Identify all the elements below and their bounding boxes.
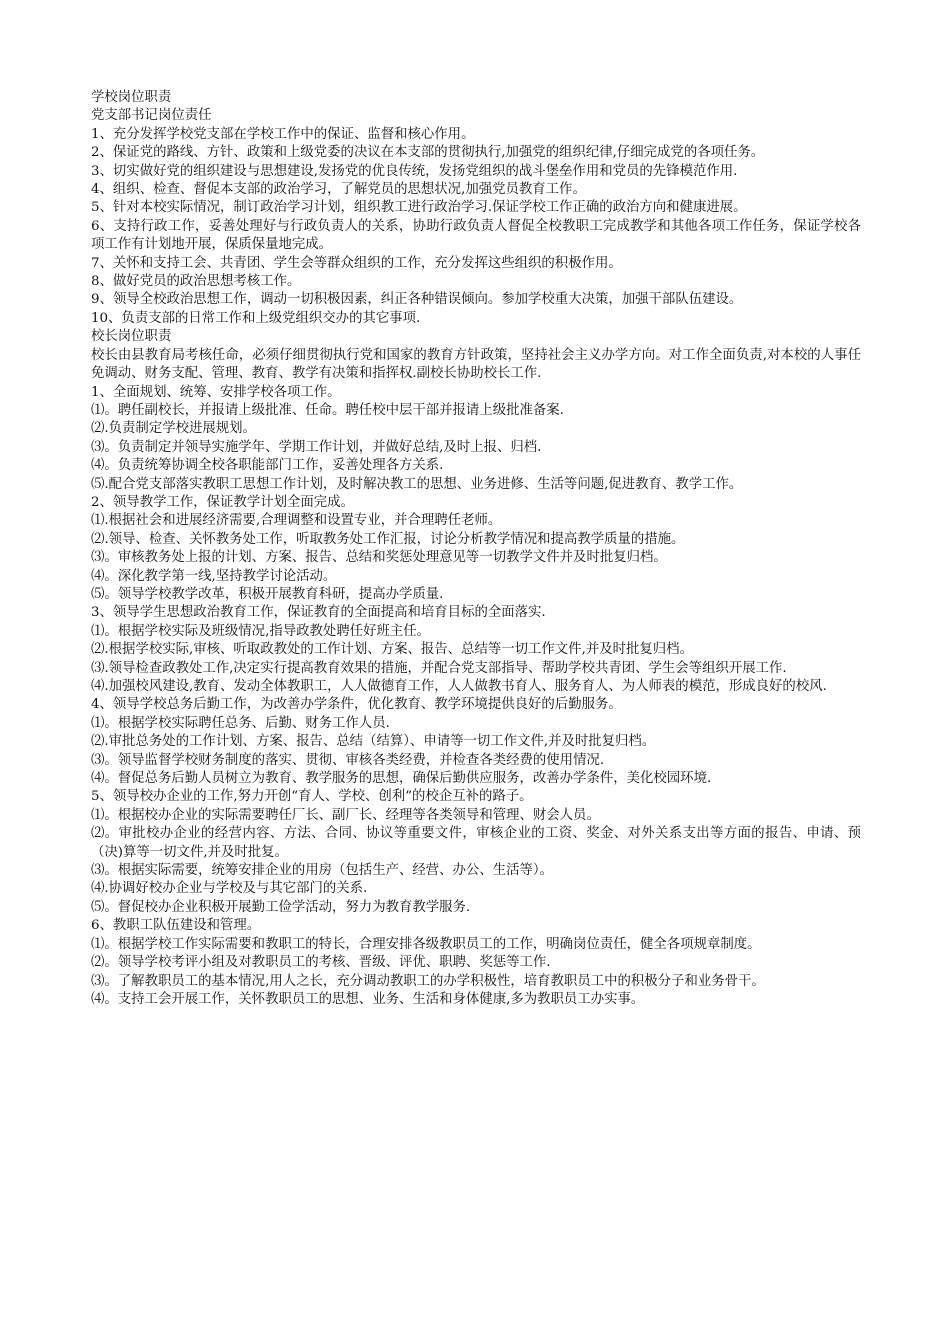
document-body [91, 107, 861, 1009]
document-paragraph: 3、领导学生思想政治教育工作，保证教育的全面提高和培育目标的全面落实. [91, 605, 546, 621]
document-paragraph: 3、切实做好党的组织建设与思想建设,发扬党的优良传统，发扬党组织的战斗堡垒作用和党员的先锋模范作用. [91, 163, 738, 179]
document-paragraph: ⑴。根据学校实际聘任总务、后勤、财务工作人员. [91, 715, 390, 731]
document-paragraph: ⑴.根据社会和进展经济需要,合理调整和设置专业，并合理聘任老师。 [91, 513, 502, 529]
document-paragraph: ⑴。根据学校工作实际需要和教职工的特长，合理安排各级教职员工的工作，明确岗位责任，健全各项规章制度。 [91, 936, 761, 952]
document-paragraph: 7、关怀和支持工会、共青团、学生会等群众组织的工作，充分发挥这些组织的积极作用。 [91, 255, 622, 271]
document-paragraph: 5、针对本校实际情况，制订政治学习计划，组织教工进行政治学习.保证学校工作正确的政治方向和健康进展。 [91, 200, 747, 216]
document-paragraph: ⑷。深化教学第一线,坚持教学讨论活动。 [91, 568, 337, 584]
document-page [91, 89, 861, 1009]
document-paragraph: ⑵。审批校办企业的经营内容、方法、合同、协议等重要文件，审核企业的工资、奖金、对外关系支出等方面的报告、申请、预（决)算等一切文件,并及时批复。 [91, 826, 861, 860]
document-paragraph: 校长由县教育局考核任命，必须仔细贯彻执行党和国家的教育方针政策，坚持社会主义办学方向。对工作全面负责,对本校的人事任免调动、财务支配、管理、教育、教学有决策和指挥权.副校长协助校长工作. [91, 347, 861, 382]
document-paragraph: ⑶。领导监督学校财务制度的落实、贯彻、审核各类经费，并检查各类经费的使用情况. [91, 752, 605, 768]
document-paragraph: 1、充分发挥学校党支部在学校工作中的保证、监督和核心作用。 [91, 126, 475, 142]
document-paragraph: 5、领导校办企业的工作,努力开创“育人、学校、创利”的校企互补的路子。 [91, 789, 533, 805]
document-paragraph: ⑶。根据实际需要，统筹安排企业的用房（包括生产、经营、办公、生活等）。 [91, 863, 553, 879]
document-paragraph: ⑸。督促校办企业积极开展勤工俭学活动，努力为教育教学服务. [91, 899, 471, 915]
document-paragraph: 6、支持行政工作，妥善处理好与行政负责人的关系，协助行政负责人督促全校教职工完成教学和其他各项工作任务，保证学校各项工作有计划地开展，保质保量地完成。 [91, 218, 861, 253]
document-paragraph: ⑷。督促总务后勤人员树立为教育、教学服务的思想，确保后勤供应服务，改善办学条件，美化校园环境. [91, 771, 712, 787]
document-paragraph: 10、负责支部的日常工作和上级党组织交办的其它事项. [91, 310, 421, 326]
document-paragraph: ⑵.领导、检查、关怀教务处工作，听取教务处工作汇报，讨论分析教学情况和提高教学质量的措施。 [91, 531, 685, 547]
document-paragraph: ⑸。领导学校教学改革，积极开展教育科研，提高办学质量. [91, 586, 444, 602]
document-paragraph: 6、教职工队伍建设和管理。 [91, 918, 261, 934]
document-paragraph: ⑵。领导学校考评小组及对教职员工的考核、晋级、评优、职聘、奖惩等工作. [91, 955, 551, 971]
document-paragraph: ⑶.领导检查政教处工作,决定实行提高教育效果的措施，并配合党支部指导、帮助学校共青团、学生会等组织开展工作. [91, 660, 787, 676]
document-paragraph: 4、组织、检查、督促本支部的政治学习，了解党员的思想状况,加强党员教育工作。 [91, 182, 586, 198]
document-paragraph: ⑶。了解教职员工的基本情况,用人之长，充分调动教职工的办学积极性，培育教职员工中的积极分子和业务骨干。 [91, 973, 765, 989]
document-paragraph: ⑷。支持工会开展工作，关怀教职员工的思想、业务、生活和身体健康,多为教职员工办实事。 [91, 991, 645, 1007]
document-paragraph: ⑴。聘任副校长，并报请上级批准、任命。聘任校中层干部并报请上级批准备案. [91, 402, 564, 418]
document-paragraph: ⑶。审核教务处上报的计划、方案、报告、总结和奖惩处理意见等一切教学文件并及时批复归档。 [91, 550, 667, 566]
document-paragraph: 2、保证党的路线、方针、政策和上级党委的决议在本支部的贯彻执行,加强党的组织纪律,仔细完成党的各项任务。 [91, 145, 765, 161]
document-paragraph: ⑵.负责制定学校进展规划。 [91, 421, 256, 437]
document-paragraph: 党支部书记岗位责任 [91, 108, 212, 124]
document-paragraph: ⑵.审批总务处的工作计划、方案、报告、总结（结算）、申请等一切工作文件,并及时批复归档。 [91, 734, 656, 750]
document-paragraph: ⑷.加强校风建设,教育、发动全体教职工，人人做德育工作，人人做教书育人、服务育人、为人师表的模范，形成良好的校风. [91, 679, 827, 694]
document-paragraph: 4、领导学校总务后勤工作，为改善办学条件，优化教育、教学环境提供良好的后勤服务。 [91, 697, 622, 713]
document-paragraph: 9、领导全校政治思想工作，调动一切积极因素，纠正各种错误倾向。参加学校重大决策，加强干部队伍建设。 [91, 292, 743, 308]
document-paragraph: 校长岗位职责 [91, 329, 172, 345]
document-paragraph: ⑸.配合党支部落实教职工思想工作计划，及时解决教工的思想、业务进修、生活等问题,促进教育、教学工作。 [91, 476, 743, 492]
document-paragraph: ⑶。负责制定并领导实施学年、学期工作计划，并做好总结,及时上报、归档. [91, 439, 542, 455]
document-paragraph: 2、领导教学工作，保证教学计划全面完成。 [91, 494, 354, 510]
document-paragraph: ⑵.根据学校实际,审核、听取政教处的工作计划、方案、报告、总结等一切工作文件,并及时批复归档。 [91, 642, 693, 658]
document-paragraph: ⑴。根据学校实际及班级情况,指导政教处聘任好班主任。 [91, 623, 431, 639]
document-paragraph: 1、全面规划、统筹、安排学校各项工作。 [91, 384, 341, 400]
document-title: 学校岗位职责 [91, 90, 172, 105]
document-paragraph: 8、做好党员的政治思想考核工作。 [91, 274, 301, 290]
document-paragraph: ⑷.协调好校办企业与学校及与其它部门的关系. [91, 881, 368, 897]
document-paragraph: ⑷。负责统筹协调全校各职能部门工作，妥善处理各方关系. [91, 458, 444, 474]
document-paragraph: ⑴。根据校办企业的实际需要聘任厂长、副厂长、经理等各类领导和管理、财会人员。 [91, 807, 600, 823]
